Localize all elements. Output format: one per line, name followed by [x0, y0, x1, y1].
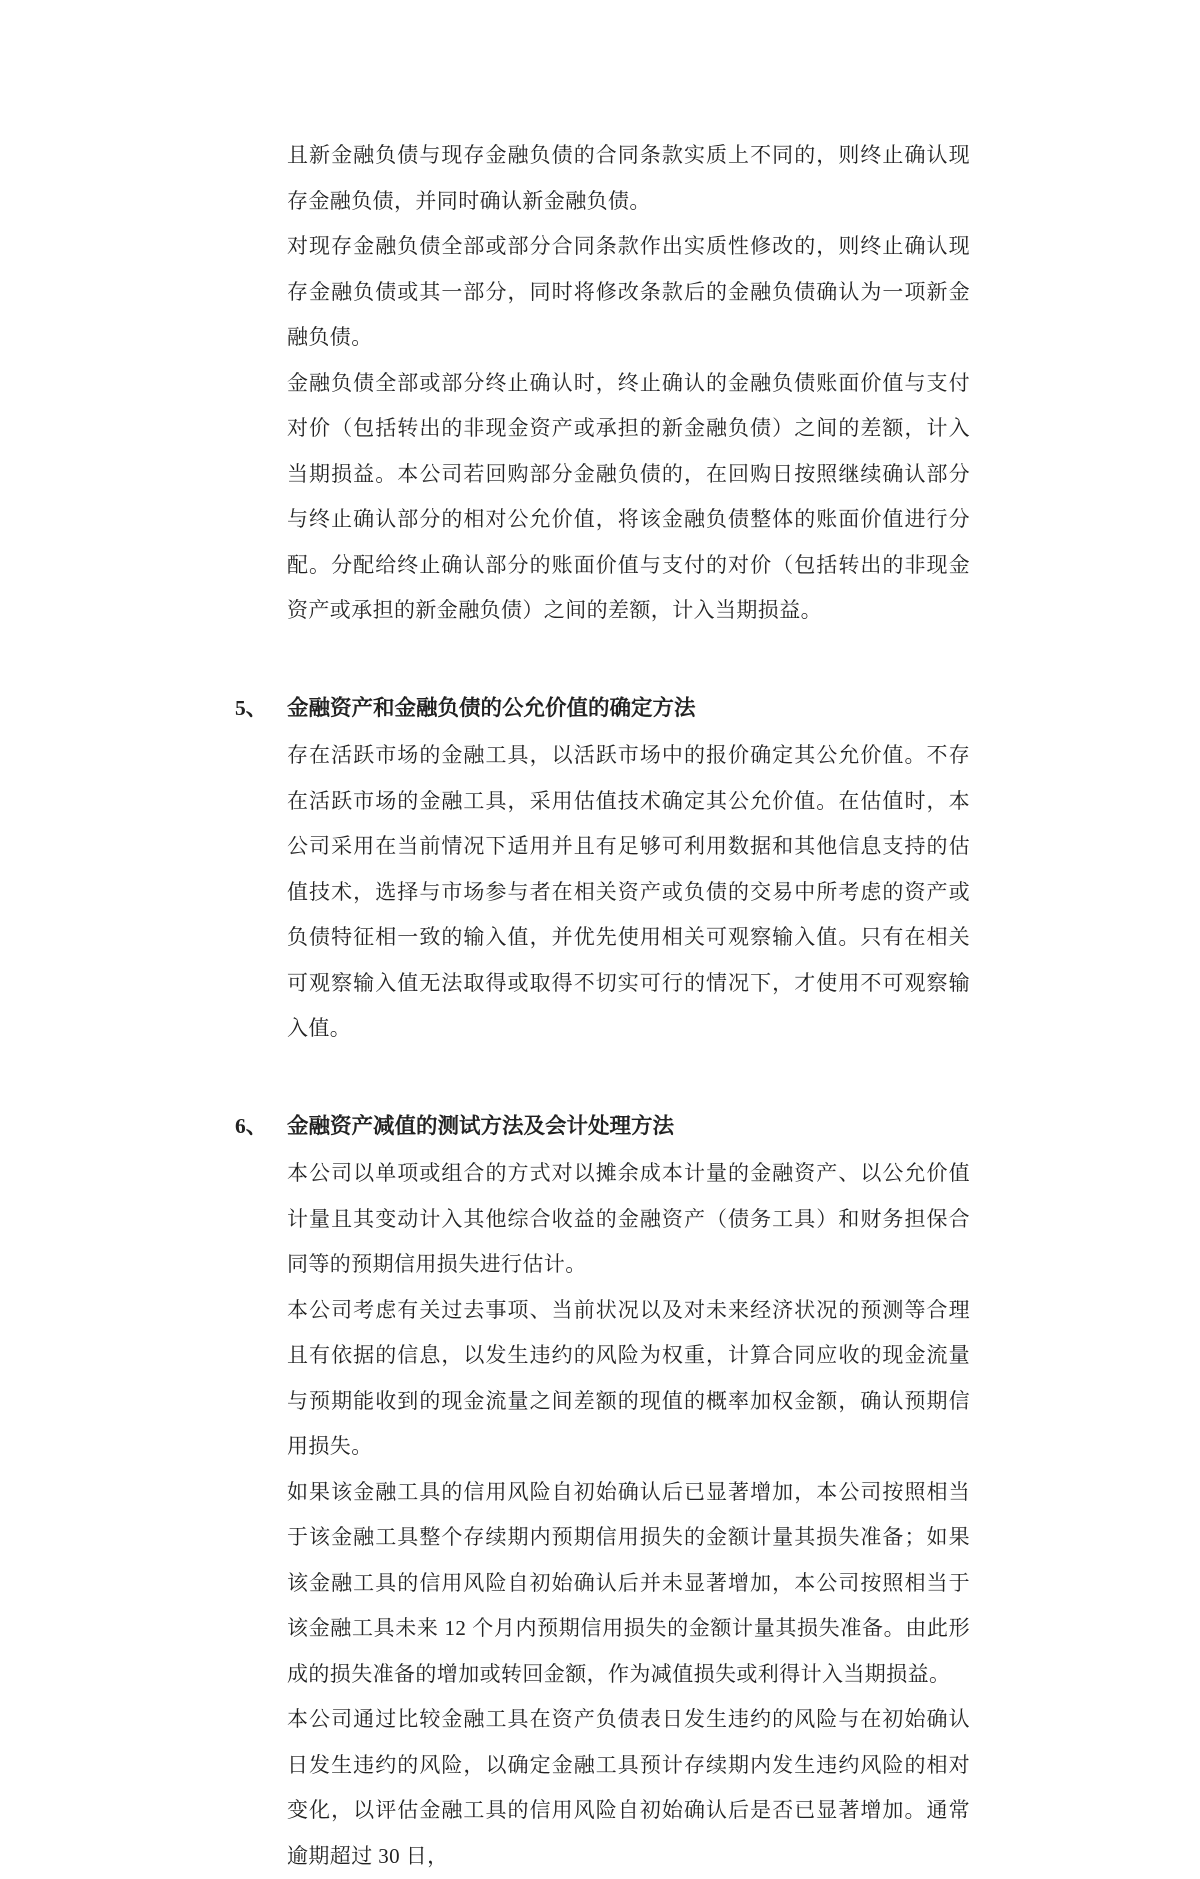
section-6-number: 6、	[235, 1104, 267, 1150]
section-5-number: 5、	[235, 686, 267, 732]
section-5-paragraph: 存在活跃市场的金融工具，以活跃市场中的报价确定其公允价值。不存在活跃市场的金融工具，采用估值技术确定其公允价值。在估值时，本公司采用在当前情况下适用并且有足够可利用数据和其他信息支持的估值技术，选择与市场参与者在相关资产或负债的交易中所考虑的资产或负债特征相一致的输入值，并优先使用相关可观察输入值。只有在相关可观察输入值无法取得或取得不切实可行的情况下，才使用不可观察输入值。	[287, 733, 970, 1052]
section-6-paragraph-ecl-measurement: 本公司考虑有关过去事项、当前状况以及对未来经济状况的预测等合理且有依据的信息，以发生违约的风险为权重，计算合同应收的现金流量与预期能收到的现金流量之间差额的现值的概率加权金额，确认预期信用损失。	[287, 1288, 970, 1470]
document-content	[287, 133, 970, 1879]
section-6-impairment	[287, 1104, 970, 1879]
section-6-heading	[287, 1104, 970, 1150]
section-5-title: 金融资产和金融负债的公允价值的确定方法	[287, 696, 696, 720]
paragraph-contract-modification: 对现存金融负债全部或部分合同条款作出实质性修改的，则终止确认现存金融负债或其一部分，同时将修改条款后的金融负债确认为一项新金融负债。	[287, 224, 970, 361]
paragraph-derecognition-new-liability: 且新金融负债与现存金融负债的合同条款实质上不同的，则终止确认现存金融负债，并同时确认新金融负债。	[287, 133, 970, 224]
paragraph-derecognition-difference: 金融负债全部或部分终止确认时，终止确认的金融负债账面价值与支付对价（包括转出的非现金资产或承担的新金融负债）之间的差额，计入当期损益。本公司若回购部分金融负债的，在回购日按照继续确认部分与终止确认部分的相对公允价值，将该金融负债整体的账面价值进行分配。分配给终止确认部分的账面价值与支付的对价（包括转出的非现金资产或承担的新金融负债）之间的差额，计入当期损益。	[287, 361, 970, 634]
section-6-title: 金融资产减值的测试方法及会计处理方法	[287, 1114, 674, 1138]
section-5-fair-value	[287, 686, 970, 1052]
section-6-paragraph-credit-risk-comparison: 本公司通过比较金融工具在资产负债表日发生违约的风险与在初始确认日发生违约的风险，以确定金融工具预计存续期内发生违约风险的相对变化，以评估金融工具的信用风险自初始确认后是否已显著增加。通常逾期超过 30 日，	[287, 1697, 970, 1879]
section-5-heading	[287, 686, 970, 732]
intro-block	[287, 133, 970, 634]
section-6-paragraph-ecl-scope: 本公司以单项或组合的方式对以摊余成本计量的金融资产、以公允价值计量且其变动计入其他综合收益的金融资产（债务工具）和财务担保合同等的预期信用损失进行估计。	[287, 1151, 970, 1288]
section-6-paragraph-loss-allowance: 如果该金融工具的信用风险自初始确认后已显著增加，本公司按照相当于该金融工具整个存续期内预期信用损失的金额计量其损失准备；如果该金融工具的信用风险自初始确认后并未显著增加，本公司按照相当于该金融工具未来 12 个月内预期信用损失的金额计量其损失准备。由此形成的损失准备的增加或转回金额，作为减值损失或利得计入当期损益。	[287, 1470, 970, 1698]
